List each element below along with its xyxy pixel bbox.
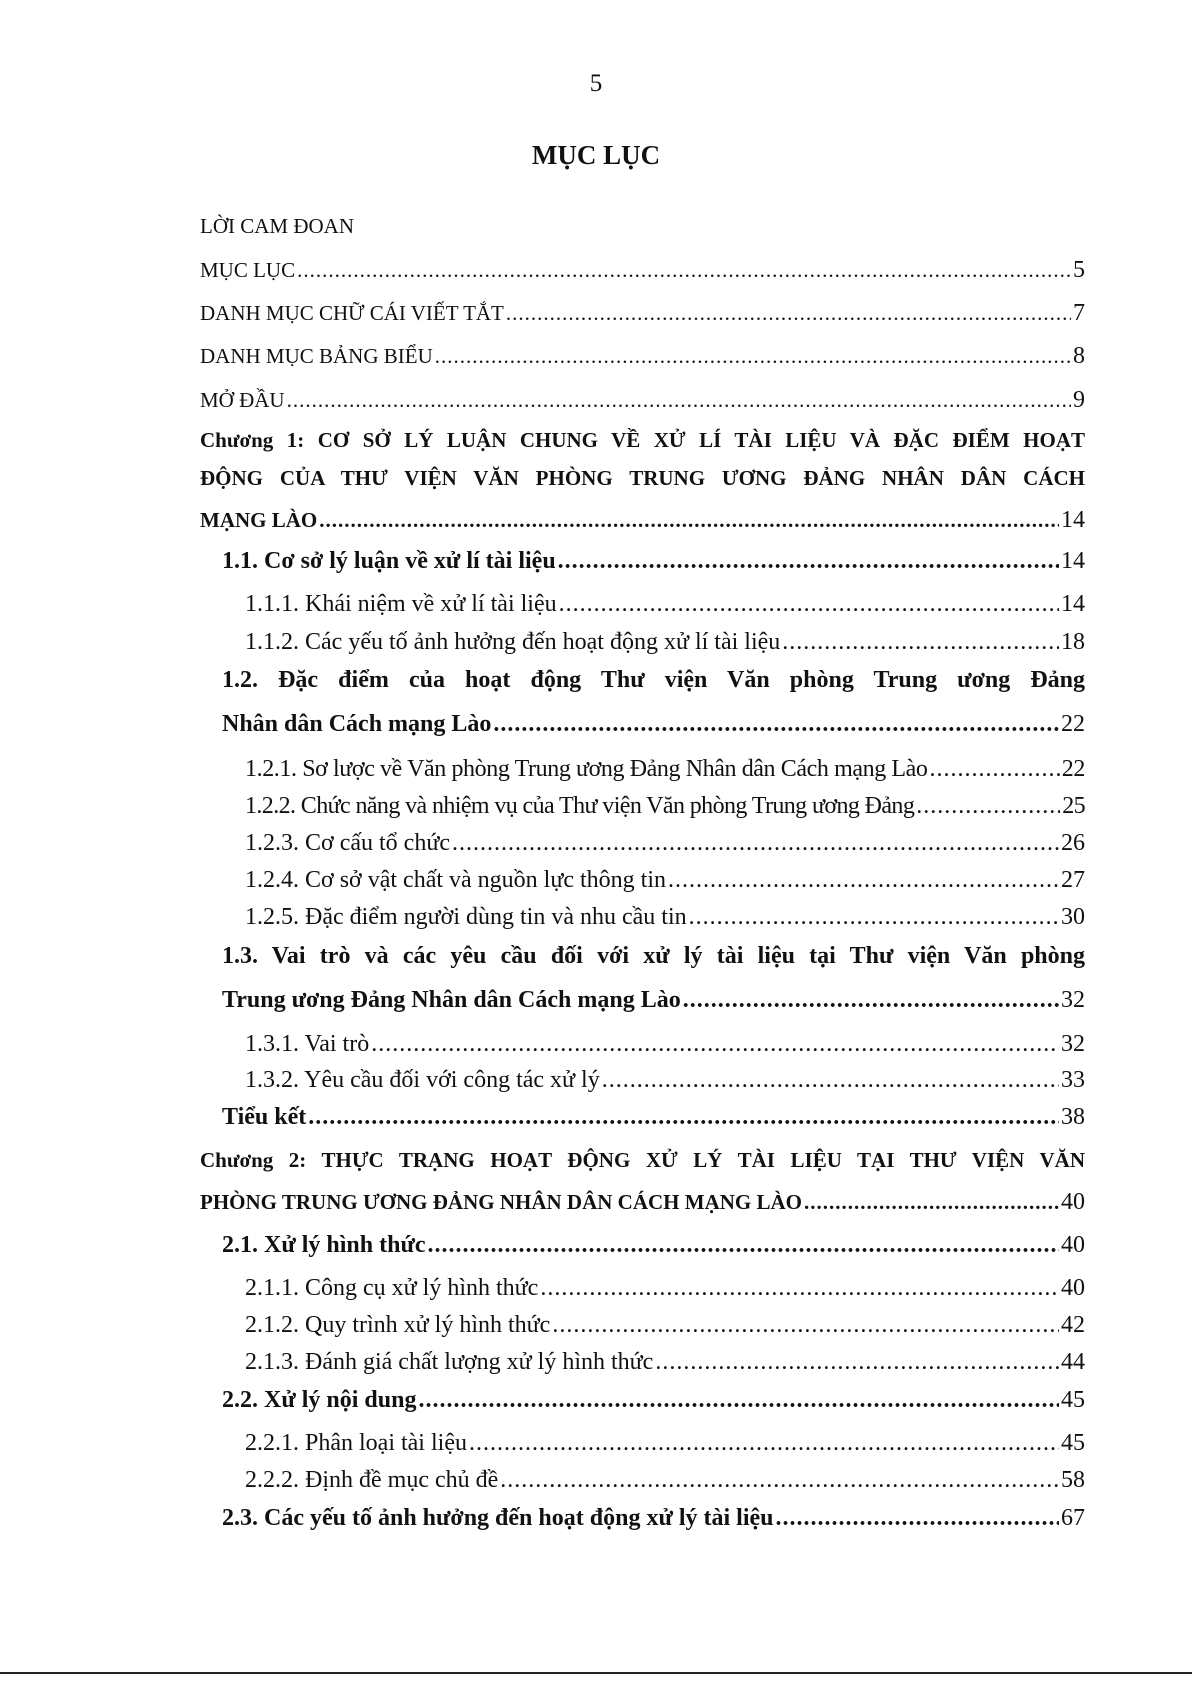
- dot-leader: [782, 630, 1059, 654]
- toc-page-number: 67: [1061, 1505, 1085, 1531]
- toc-entry-label: 1.1.1. Khái niệm về xử lí tài liệu: [245, 591, 557, 617]
- toc-page-number: 14: [1061, 591, 1085, 617]
- toc-entry-label: 1.2.2. Chức năng và nhiệm vụ của Thư viện Văn phòng Trung ương Đảng: [245, 793, 915, 819]
- dot-leader: [371, 1032, 1059, 1056]
- toc-section-2-1: [222, 1233, 1085, 1257]
- toc-entry-loi-cam-doan: LỜI CAM ĐOAN: [200, 214, 354, 238]
- toc-section-1-2-line-2: [222, 712, 1085, 736]
- toc-subsection-1-2-5: [245, 905, 1085, 929]
- toc-chapter-2-line-1: Chương 2: THỰC TRẠNG HOẠT ĐỘNG XỬ LÝ TÀI LIỆU TẠI THƯ VIỆN VĂN: [200, 1148, 1085, 1172]
- toc-page-number: 22: [1061, 756, 1085, 782]
- dot-leader: [452, 831, 1059, 855]
- dot-leader: [506, 303, 1071, 324]
- toc-subsection-2-2-2: [245, 1468, 1085, 1492]
- dot-leader: [683, 988, 1059, 1012]
- dot-leader: [493, 712, 1059, 736]
- toc-section-1-2-line-1: 1.2. Đặc điểm của hoạt động Thư viện Văn phòng Trung ương Đảng: [222, 667, 1085, 693]
- dot-leader: [552, 1313, 1059, 1337]
- toc-subsection-2-2-1: [245, 1431, 1085, 1455]
- dot-leader: [559, 592, 1059, 616]
- page-bottom-border: [0, 1672, 1192, 1674]
- toc-page-number: 45: [1061, 1387, 1085, 1413]
- toc-page-number: 42: [1061, 1312, 1085, 1338]
- toc-page-number: 58: [1061, 1467, 1085, 1493]
- toc-subsection-1-3-2: [245, 1068, 1085, 1092]
- dot-leader: [308, 1105, 1059, 1129]
- toc-entry-label: 2.1. Xử lý hình thức: [222, 1232, 426, 1258]
- toc-entry-viet-tat: [200, 301, 1085, 325]
- toc-section-1-1: [222, 549, 1085, 573]
- toc-subsection-1-2-2: [245, 794, 1085, 818]
- dot-leader: [435, 346, 1071, 367]
- toc-entry-label: 2.2.1. Phân loại tài liệu: [245, 1430, 467, 1456]
- toc-entry-label: DANH MỤC BẢNG BIỂU: [200, 344, 433, 368]
- toc-entry-label: Tiểu kết: [222, 1104, 307, 1130]
- toc-page-number: 30: [1061, 904, 1085, 930]
- toc-page-number: 44: [1061, 1349, 1085, 1375]
- toc-page-number: 14: [1061, 507, 1085, 533]
- toc-entry-label: 2.2. Xử lý nội dung: [222, 1387, 417, 1413]
- toc-entry-label: 1.2.3. Cơ cấu tổ chức: [245, 830, 450, 856]
- dot-leader: [602, 1068, 1059, 1092]
- dot-leader: [804, 1192, 1059, 1213]
- toc-subsection-1-1-1: [245, 592, 1085, 616]
- toc-page-number: 9: [1073, 387, 1085, 413]
- toc-subsection-2-1-2: [245, 1313, 1085, 1337]
- toc-entry-label: MỤC LỤC: [200, 258, 296, 282]
- toc-page-number: 45: [1061, 1430, 1085, 1456]
- dot-leader: [287, 390, 1071, 411]
- dot-leader: [776, 1506, 1059, 1530]
- toc-entry-label: 1.3.2. Yêu cầu đối với công tác xử lý: [245, 1067, 600, 1093]
- dot-leader: [930, 757, 1060, 781]
- toc-entry-label: 1.2.1. Sơ lược về Văn phòng Trung ương Đảng Nhân dân Cách mạng Lào: [245, 756, 928, 782]
- toc-entry-label: DANH MỤC CHỮ CÁI VIẾT TẮT: [200, 301, 504, 325]
- toc-entry-label: 2.1.2. Quy trình xử lý hình thức: [245, 1312, 551, 1338]
- toc-chapter-1-line-2: ĐỘNG CỦA THƯ VIỆN VĂN PHÒNG TRUNG ƯƠNG ĐẢNG NHÂN DÂN CÁCH: [200, 466, 1085, 490]
- toc-subsection-1-2-4: [245, 868, 1085, 892]
- toc-entry-label: Nhân dân Cách mạng Lào: [222, 711, 492, 737]
- toc-page-number: 14: [1061, 548, 1085, 574]
- toc-page-number: 26: [1061, 830, 1085, 856]
- toc-entry-label: 1.3.1. Vai trò: [245, 1031, 370, 1057]
- toc-page-number: 7: [1073, 300, 1085, 326]
- toc-subsection-2-1-1: [245, 1276, 1085, 1300]
- toc-entry-label: 1.2.5. Đặc điểm người dùng tin và nhu cầu tin: [245, 904, 687, 930]
- toc-tieu-ket: [222, 1105, 1085, 1129]
- dot-leader: [469, 1431, 1059, 1455]
- toc-entry-label: 1.1. Cơ sở lý luận về xử lí tài liệu: [222, 548, 556, 574]
- toc-section-1-3-line-1: 1.3. Vai trò và các yêu cầu đối với xử lý tài liệu tại Thư viện Văn phòng: [222, 943, 1085, 969]
- toc-section-1-3-line-2: [222, 988, 1085, 1012]
- toc-entry-label: 2.2.2. Định đề mục chủ đề: [245, 1467, 499, 1493]
- dot-leader: [916, 794, 1060, 818]
- toc-chapter-1-line-3: [200, 508, 1085, 532]
- toc-page-number: 33: [1061, 1067, 1085, 1093]
- toc-entry-label: 2.1.1. Công cụ xử lý hình thức: [245, 1275, 539, 1301]
- page-title: MỤC LỤC: [531, 140, 661, 170]
- dot-leader: [297, 260, 1071, 281]
- toc-subsection-1-1-2: [245, 630, 1085, 654]
- dot-leader: [540, 1276, 1059, 1300]
- dot-leader: [558, 549, 1059, 573]
- toc-page-number: 38: [1061, 1104, 1085, 1130]
- toc-page-number: 40: [1061, 1189, 1085, 1215]
- toc-subsection-1-2-3: [245, 831, 1085, 855]
- toc-entry-label: MẠNG LÀO: [200, 508, 318, 532]
- dot-leader: [319, 510, 1059, 531]
- toc-page-number: 40: [1061, 1232, 1085, 1258]
- toc-entry-muc-luc: [200, 258, 1085, 282]
- dot-leader: [428, 1233, 1059, 1257]
- toc-page-number: 18: [1061, 629, 1085, 655]
- toc-entry-label: Trung ương Đảng Nhân dân Cách mạng Lào: [222, 987, 681, 1013]
- toc-entry-mo-dau: [200, 388, 1085, 412]
- dot-leader: [689, 905, 1059, 929]
- toc-subsection-2-1-3: [245, 1350, 1085, 1374]
- toc-page-number: 40: [1061, 1275, 1085, 1301]
- toc-chapter-1-line-1: Chương 1: CƠ SỞ LÝ LUẬN CHUNG VỀ XỬ LÍ TÀI LIỆU VÀ ĐẶC ĐIỂM HOẠT: [200, 428, 1085, 452]
- toc-section-2-2: [222, 1388, 1085, 1412]
- toc-section-2-3: [222, 1506, 1085, 1530]
- page-number: 5: [589, 70, 603, 97]
- toc-entry-label: 2.1.3. Đánh giá chất lượng xử lý hình thức: [245, 1349, 654, 1375]
- toc-page-number: 27: [1061, 867, 1085, 893]
- toc-entry-bang-bieu: [200, 344, 1085, 368]
- toc-entry-label: 1.2.4. Cơ sở vật chất và nguồn lực thông tin: [245, 867, 667, 893]
- dot-leader: [668, 868, 1059, 892]
- toc-page-number: 32: [1061, 1031, 1085, 1057]
- toc-page-number: 32: [1061, 987, 1085, 1013]
- toc-subsection-1-3-1: [245, 1032, 1085, 1056]
- dot-leader: [418, 1388, 1059, 1412]
- toc-subsection-1-2-1: [245, 757, 1085, 781]
- toc-page-number: 22: [1061, 711, 1085, 737]
- toc-page-number: 25: [1062, 793, 1085, 819]
- toc-entry-label: PHÒNG TRUNG ƯƠNG ĐẢNG NHÂN DÂN CÁCH MẠNG LÀO: [200, 1190, 802, 1214]
- toc-chapter-2-line-2: [200, 1190, 1085, 1214]
- toc-entry-label: MỞ ĐẦU: [200, 388, 285, 412]
- toc-page-number: 8: [1073, 343, 1085, 369]
- toc-page-number: 5: [1073, 257, 1085, 283]
- dot-leader: [500, 1468, 1059, 1492]
- toc-entry-label: 2.3. Các yếu tố ảnh hưởng đến hoạt động xử lý tài liệu: [222, 1505, 774, 1531]
- toc-entry-label: 1.1.2. Các yếu tố ảnh hưởng đến hoạt động xử lí tài liệu: [245, 629, 781, 655]
- dot-leader: [655, 1350, 1059, 1374]
